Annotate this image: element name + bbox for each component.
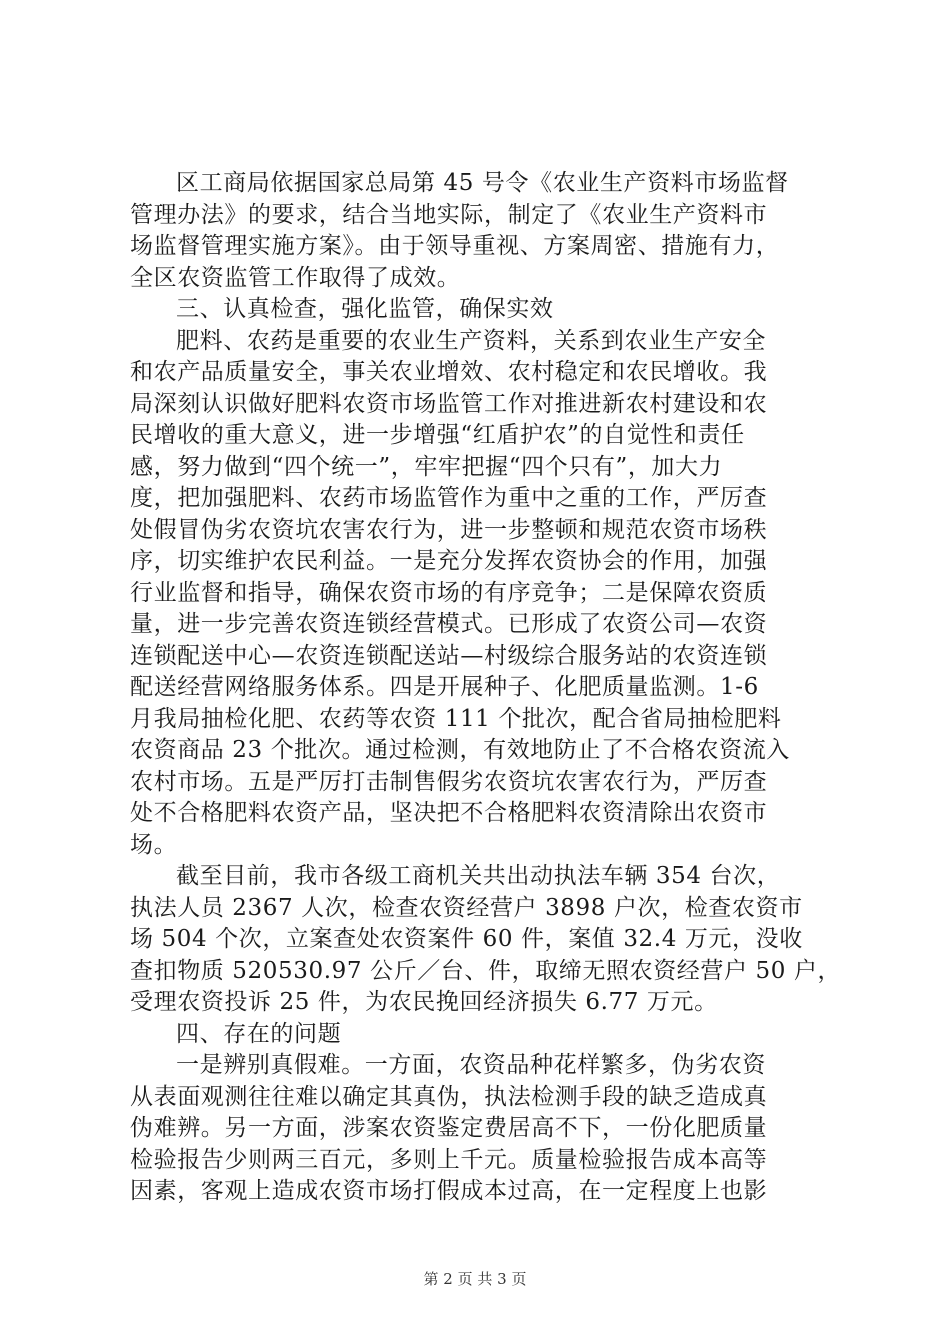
text-line: 农村市场。五是严厉打击制售假劣农资坑农害农行为，严厉查 xyxy=(130,768,768,795)
text-line: 从表面观测往往难以确定其真伪，执法检测手段的缺乏造成真 xyxy=(130,1083,768,1110)
text-line: 量，进一步完善农资连锁经营模式。已形成了农资公司—农资 xyxy=(130,611,768,637)
text-line: 连锁配送中心—农资连锁配送站—村级综合服务站的农资连锁 xyxy=(130,642,768,669)
text-line: 月我局抽检化肥、农药等农资 111 个批次，配合省局抽检肥料 xyxy=(130,705,782,732)
text-line: 局深刻认识做好肥料农资市场监管工作对推进新农村建设和农 xyxy=(130,390,768,417)
text-line: 场 504 个次，立案查处农资案件 60 件，案值 32.4 万元，没收 xyxy=(130,926,803,952)
text-line: 区工商局依据国家总局第 45 号令《农业生产资料市场监督 xyxy=(176,170,789,196)
text-line: 农资商品 23 个批次。通过检测，有效地防止了不合格农资流入 xyxy=(130,737,790,763)
text-line: 检验报告少则两三百元，多则上千元。质量检验报告成本高等 xyxy=(130,1146,768,1173)
text-line: 肥料、农药是重要的农业生产资料，关系到农业生产安全 xyxy=(176,327,766,354)
text-line: 和农产品质量安全，事关农业增效、农村稳定和农民增收。我 xyxy=(130,359,768,385)
document-body xyxy=(130,168,842,1208)
text-line: 全区农资监管工作取得了成效。 xyxy=(130,264,461,291)
page-footer: 第 2 页 共 3 页 xyxy=(423,1270,527,1288)
text-line: 场。 xyxy=(130,831,178,858)
text-line: 截至目前，我市各级工商机关共出动执法车辆 354 台次， xyxy=(176,863,781,889)
text-line: 执法人员 2367 人次，检查农资经营户 3898 户次，检查农资市 xyxy=(130,894,803,921)
text-line: 民增收的重大意义，进一步增强“红盾护农”的自觉性和责任 xyxy=(130,422,745,448)
text-line: 管理办法》的要求，结合当地实际，制定了《农业生产资料市 xyxy=(130,201,768,228)
text-line: 配送经营网络服务体系。四是开展种子、化肥质量监测。1-6 xyxy=(130,674,759,700)
text-line: 一是辨别真假难。一方面，农资品种花样繁多，伪劣农资 xyxy=(176,1052,766,1078)
text-line: 处不合格肥料农资产品，坚决把不合格肥料农资清除出农资市 xyxy=(130,800,768,826)
text-line: 查扣物质 520530.97 公斤／台、件，取缔无照农资经营户 50 户， xyxy=(130,957,842,984)
text-line: 四、存在的问题 xyxy=(176,1020,342,1047)
text-line: 行业监督和指导，确保农资市场的有序竞争；二是保障农资质 xyxy=(130,579,768,606)
text-line: 处假冒伪劣农资坑农害农行为，进一步整顿和规范农资市场秩 xyxy=(130,516,768,543)
text-line: 度，把加强肥料、农药市场监管作为重中之重的工作，严厉查 xyxy=(130,485,768,511)
text-line: 场监督管理实施方案》。由于领导重视、方案周密、措施有力， xyxy=(130,233,780,259)
text-line: 序，切实维护农民利益。一是充分发挥农资协会的作用，加强 xyxy=(130,548,768,574)
text-line: 受理农资投诉 25 件，为农民挽回经济损失 6.77 万元。 xyxy=(130,989,718,1015)
text-line: 因素，客观上造成农资市场打假成本过高，在一定程度上也影 xyxy=(130,1178,768,1204)
text-line: 三、认真检查，强化监管，确保实效 xyxy=(176,296,554,322)
text-line: 感，努力做到“四个统一”，牢牢把握“四个只有”，加大力 xyxy=(130,453,723,480)
text-line: 伪难辨。另一方面，涉案农资鉴定费居高不下，一份化肥质量 xyxy=(130,1115,768,1141)
